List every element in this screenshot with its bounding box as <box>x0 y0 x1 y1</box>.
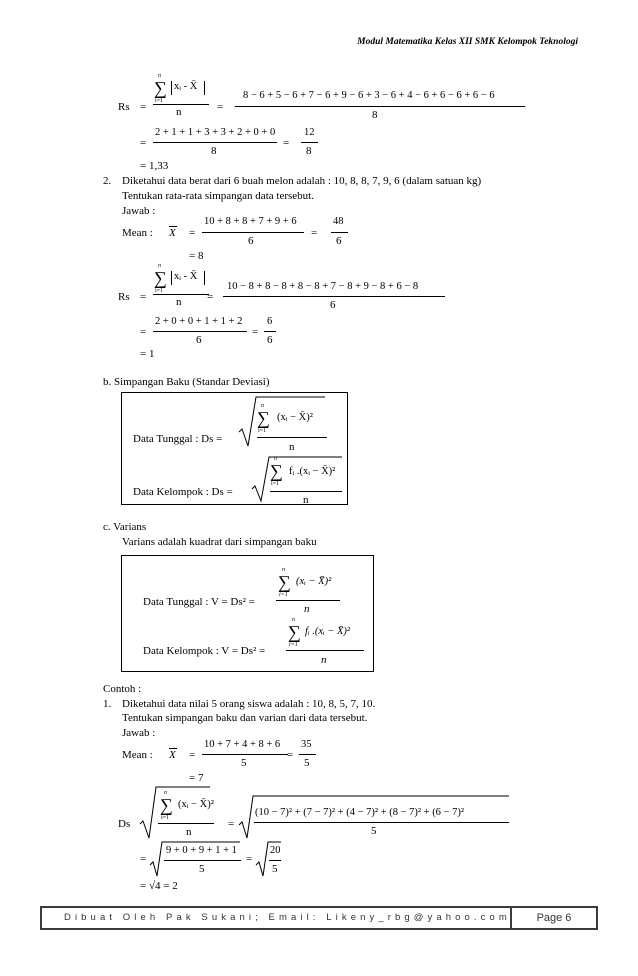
abs-term: xᵢ - X̄ <box>174 81 198 92</box>
sum-upper-limit: n <box>158 263 161 269</box>
equals-sign: = <box>252 326 259 338</box>
numerator: 9 + 0 + 9 + 1 + 1 <box>166 845 237 856</box>
equals-sign: = <box>140 137 147 149</box>
denominator: n <box>186 826 192 838</box>
problem-task: Tentukan rata-rata simpangan data tersebut. <box>122 190 314 202</box>
sum-lower-limit: i=1 <box>155 288 164 294</box>
fraction-bar <box>257 437 327 438</box>
denominator: 6 <box>330 299 336 311</box>
denominator: n <box>321 654 327 666</box>
sigma-icon: ∑ <box>278 572 291 592</box>
fraction-bar <box>301 142 318 143</box>
equals-sign: = <box>140 291 147 303</box>
result: = 1,33 <box>140 160 169 172</box>
numerator: 12 <box>304 127 315 138</box>
page-header: Modul Matematika Kelas XII SMK Kelompok Teknologi <box>357 37 578 47</box>
item-number: 2. <box>103 175 112 187</box>
numerator: 2 + 1 + 1 + 3 + 3 + 2 + 0 + 0 <box>155 127 276 138</box>
mean-label: Mean : <box>122 227 153 239</box>
formula-label: Data Kelompok : Ds = <box>133 486 233 498</box>
equals-sign: = <box>189 749 196 761</box>
fraction-bar <box>254 822 509 823</box>
sum-lower-limit: i=1 <box>155 98 164 104</box>
numerator: (xᵢ − X̄)² <box>178 799 214 810</box>
section-heading: b. Simpangan Baku (Standar Deviasi) <box>103 376 270 388</box>
section-description: Varians adalah kuadrat dari simpangan baku <box>122 536 317 548</box>
page-footer <box>40 906 598 930</box>
sigma-icon: ∑ <box>154 268 167 288</box>
denominator: 6 <box>267 334 273 346</box>
numerator: 20 <box>270 845 281 856</box>
fraction-bar <box>276 600 340 601</box>
abs-bar-right <box>204 81 205 95</box>
denominator: n <box>304 603 310 615</box>
fraction-bar <box>264 331 276 332</box>
answer-label: Jawab : <box>122 727 156 739</box>
sum-lower-limit: i=1 <box>258 428 267 434</box>
sum-upper-limit: n <box>158 73 161 79</box>
denominator: n <box>303 494 309 506</box>
formula-label: Data Kelompok : V = Ds² = <box>143 645 266 657</box>
denominator: n <box>289 441 295 453</box>
sigma-icon: ∑ <box>288 622 301 642</box>
abs-differences: 10 − 8 + 8 − 8 + 8 − 8 + 7 − 8 + 9 − 8 + 6 − 8 <box>227 281 419 292</box>
formula-label: Data Tunggal : V = Ds² = <box>143 596 255 608</box>
rs-label: Rs <box>118 101 130 113</box>
formula-label: Data Tunggal : Ds = <box>133 433 223 445</box>
radical-icon <box>252 456 346 502</box>
numerator: fᵢ .(xᵢ − X̄)² <box>305 626 351 637</box>
problem-statement: Diketahui data berat dari 6 buah melon adalah : 10, 8, 8, 7, 9, 6 (dalam satuan kg) <box>122 175 482 187</box>
result: = 7 <box>189 772 204 784</box>
fraction-bar <box>270 491 342 492</box>
sigma-icon: ∑ <box>154 78 167 98</box>
fraction-bar <box>235 106 525 107</box>
denominator: 5 <box>241 757 247 769</box>
equals-sign: = <box>140 853 147 865</box>
equals-sign: = <box>217 101 224 113</box>
sigma-icon: ∑ <box>257 408 270 428</box>
mean-symbol: X <box>169 227 176 239</box>
overline <box>169 748 177 749</box>
mean-symbol: X <box>169 749 176 761</box>
sum-lower-limit: i=1 <box>279 592 288 598</box>
problem-statement: Diketahui data nilai 5 orang siswa adalah : 10, 8, 5, 7, 10. <box>122 698 376 710</box>
sum-upper-limit: n <box>292 617 295 623</box>
fraction-bar <box>286 650 364 651</box>
fraction-bar <box>202 232 304 233</box>
numerator: (10 − 7)² + (7 − 7)² + (4 − 7)² + (8 − 7)² + (6 − 7)² <box>255 807 465 818</box>
equals-sign: = <box>283 137 290 149</box>
numerator: 48 <box>333 216 344 227</box>
sigma-icon: ∑ <box>270 461 283 481</box>
fraction-bar <box>153 104 209 105</box>
page-number: Page 6 <box>510 908 596 928</box>
sum-upper-limit: n <box>274 456 277 462</box>
numerator: (xᵢ − X̄)² <box>277 412 313 423</box>
abs-bar-left <box>171 81 172 95</box>
equals-sign: = <box>228 818 235 830</box>
result: = 1 <box>140 348 155 360</box>
denominator: 6 <box>196 334 202 346</box>
equals-sign: = <box>246 853 253 865</box>
denominator: 8 <box>211 145 217 157</box>
fraction-bar <box>164 860 241 861</box>
sum-upper-limit: n <box>261 403 264 409</box>
numerator: 2 + 0 + 0 + 1 + 1 + 2 <box>155 316 243 327</box>
ds-label: Ds <box>118 818 131 830</box>
mean-label: Mean : <box>122 749 153 761</box>
denominator: 6 <box>336 235 342 247</box>
numerator: 10 + 8 + 8 + 7 + 9 + 6 <box>204 216 297 227</box>
footer-author: Dibuat Oleh Pak Sukani; Email: Likeny_rbg@yahoo.com <box>64 912 511 923</box>
rs-label: Rs <box>118 291 130 303</box>
numerator: fᵢ .(xᵢ − X̄)² <box>289 466 336 477</box>
sum-lower-limit: i=1 <box>161 815 170 821</box>
fraction-bar <box>269 860 281 861</box>
sum-lower-limit: i=1 <box>271 481 280 487</box>
fraction-bar <box>223 296 445 297</box>
result: = √4 = 2 <box>140 880 178 892</box>
numerator: 35 <box>301 739 312 750</box>
equals-sign: = <box>140 101 147 113</box>
equals-sign: = <box>140 326 147 338</box>
denominator: 5 <box>272 863 278 875</box>
sum-upper-limit: n <box>164 790 167 796</box>
abs-bar-left <box>171 271 172 285</box>
fraction-bar <box>202 754 288 755</box>
example-heading: Contoh : <box>103 683 142 695</box>
denominator: 6 <box>248 235 254 247</box>
item-number: 1. <box>103 698 112 710</box>
fraction-bar <box>153 142 277 143</box>
equals-sign: = <box>287 749 294 761</box>
abs-bar-right <box>204 271 205 285</box>
denominator: 5 <box>199 863 205 875</box>
abs-differences: 8 − 6 + 5 − 6 + 7 − 6 + 9 − 6 + 3 − 6 + 4 − 6 + 6 − 6 + 6 − 6 <box>243 90 495 101</box>
numerator: 6 <box>267 316 273 327</box>
sum-upper-limit: n <box>282 567 285 573</box>
denominator: 8 <box>306 145 312 157</box>
equals-sign: = <box>207 291 214 303</box>
overline <box>169 226 177 227</box>
denominator: n <box>176 296 182 308</box>
denominator: 5 <box>304 757 310 769</box>
denominator: 5 <box>371 825 377 837</box>
fraction-bar <box>153 294 209 295</box>
radical-icon <box>140 786 214 840</box>
fraction-bar <box>331 232 348 233</box>
equals-sign: = <box>311 227 318 239</box>
fraction-bar <box>299 754 316 755</box>
equals-sign: = <box>189 227 196 239</box>
sigma-icon: ∑ <box>160 795 173 815</box>
sum-lower-limit: i=1 <box>289 642 298 648</box>
problem-task: Tentukan simpangan baku dan varian dari data tersebut. <box>122 712 368 724</box>
denominator: 8 <box>372 109 378 121</box>
numerator: 10 + 7 + 4 + 8 + 6 <box>204 739 281 750</box>
answer-label: Jawab : <box>122 205 156 217</box>
abs-term: xᵢ - X̄ <box>174 271 198 282</box>
denominator: n <box>176 106 182 118</box>
fraction-bar <box>158 823 214 824</box>
result: = 8 <box>189 250 204 262</box>
numerator: (xᵢ − X̄)² <box>296 576 332 587</box>
section-heading: c. Varians <box>103 521 147 533</box>
fraction-bar <box>153 331 247 332</box>
